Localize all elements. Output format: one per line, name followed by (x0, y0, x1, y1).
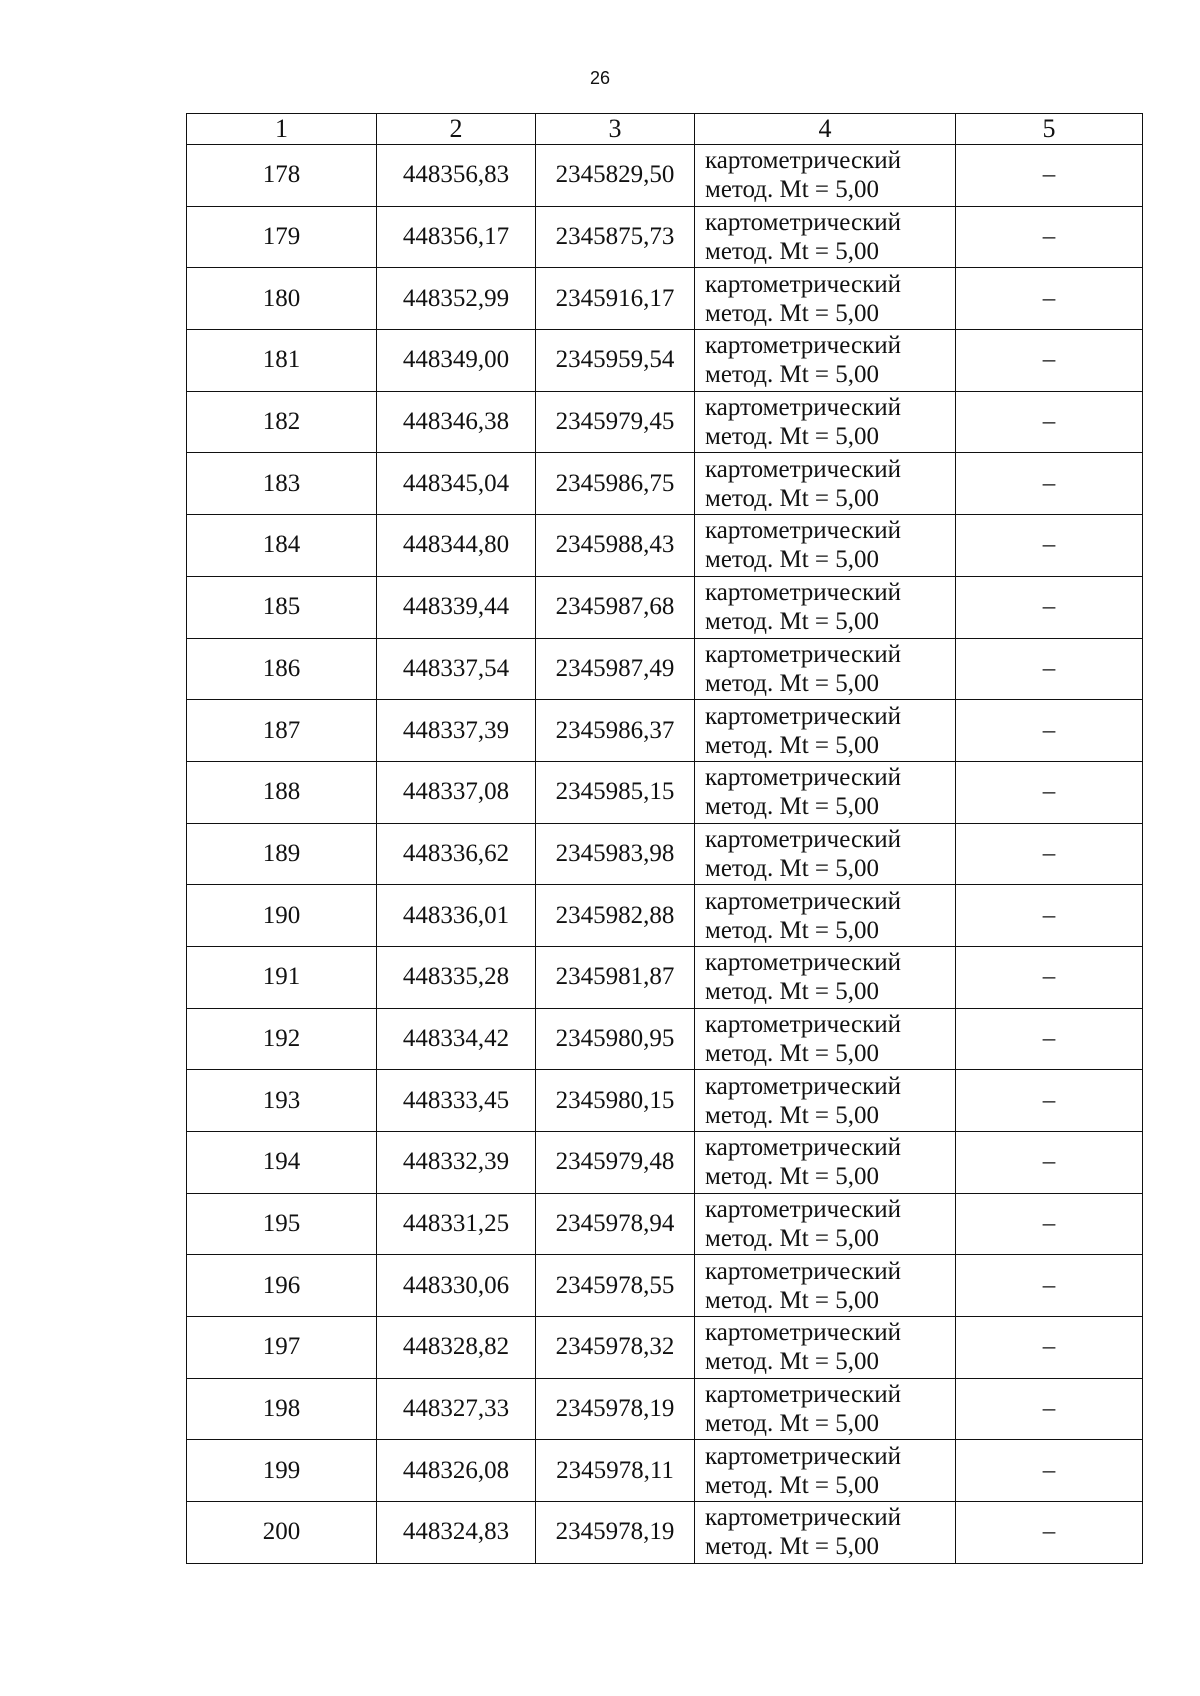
note-cell: – (956, 1378, 1143, 1440)
note-cell: – (956, 1317, 1143, 1379)
method-text-line: метод. Mt = 5,00 (705, 423, 880, 451)
x-coordinate-cell: 448334,42 (377, 1008, 536, 1070)
method-text-line: картометрический (705, 1442, 901, 1470)
method-text-line: метод. Mt = 5,00 (705, 793, 880, 821)
method-text-line: метод. Mt = 5,00 (705, 546, 880, 574)
note-cell: – (956, 515, 1143, 577)
point-number-cell: 198 (187, 1378, 377, 1440)
note-cell: – (956, 1255, 1143, 1317)
y-coordinate-cell: 2345981,87 (536, 946, 695, 1008)
note-cell: – (956, 1132, 1143, 1194)
method-text-line: метод. Mt = 5,00 (705, 1471, 880, 1499)
table-row (187, 1008, 1143, 1070)
note-cell: – (956, 391, 1143, 453)
y-coordinate-cell: 2345982,88 (536, 885, 695, 947)
method-text-line: картометрический (705, 209, 901, 237)
note-cell: – (956, 145, 1143, 207)
y-coordinate-cell: 2345986,75 (536, 453, 695, 515)
point-number-cell: 185 (187, 576, 377, 638)
table-row (187, 1440, 1143, 1502)
x-coordinate-cell: 448346,38 (377, 391, 536, 453)
x-coordinate-cell: 448356,83 (377, 145, 536, 207)
x-coordinate-cell: 448344,80 (377, 515, 536, 577)
point-number-cell: 180 (187, 268, 377, 330)
method-cell (695, 1255, 956, 1317)
method-text-line: метод. Mt = 5,00 (705, 669, 880, 697)
point-number-cell: 194 (187, 1132, 377, 1194)
y-coordinate-cell: 2345980,15 (536, 1070, 695, 1132)
point-number-cell: 178 (187, 145, 377, 207)
method-cell (695, 1193, 956, 1255)
point-number-cell: 196 (187, 1255, 377, 1317)
x-coordinate-cell: 448326,08 (377, 1440, 536, 1502)
method-cell (695, 1440, 956, 1502)
method-text-line: картометрический (705, 702, 901, 730)
table-body (187, 145, 1143, 1564)
method-text-line: картометрический (705, 1319, 901, 1347)
method-text-line: картометрический (705, 147, 901, 175)
method-text-line: картометрический (705, 949, 901, 977)
point-number-cell: 190 (187, 885, 377, 947)
point-number-cell: 199 (187, 1440, 377, 1502)
method-text-line: метод. Mt = 5,00 (705, 854, 880, 882)
point-number-cell: 191 (187, 946, 377, 1008)
point-number-cell: 186 (187, 638, 377, 700)
x-coordinate-cell: 448337,39 (377, 700, 536, 762)
method-cell (695, 1132, 956, 1194)
method-cell (695, 268, 956, 330)
method-cell (695, 1502, 956, 1564)
note-cell: – (956, 1008, 1143, 1070)
x-coordinate-cell: 448337,08 (377, 761, 536, 823)
table-row (187, 576, 1143, 638)
note-cell: – (956, 268, 1143, 330)
table-row (187, 206, 1143, 268)
note-cell: – (956, 761, 1143, 823)
table-row (187, 391, 1143, 453)
y-coordinate-cell: 2345978,32 (536, 1317, 695, 1379)
method-cell (695, 330, 956, 392)
method-text-line: картометрический (705, 640, 901, 668)
method-text-line: метод. Mt = 5,00 (705, 1410, 880, 1438)
note-cell: – (956, 1502, 1143, 1564)
y-coordinate-cell: 2345987,68 (536, 576, 695, 638)
y-coordinate-cell: 2345979,48 (536, 1132, 695, 1194)
method-text-line: метод. Mt = 5,00 (705, 299, 880, 327)
method-text-line: картометрический (705, 455, 901, 483)
method-text-line: картометрический (705, 1196, 901, 1224)
method-cell (695, 145, 956, 207)
method-text-line: картометрический (705, 1134, 901, 1162)
y-coordinate-cell: 2345983,98 (536, 823, 695, 885)
point-number-cell: 184 (187, 515, 377, 577)
x-coordinate-cell: 448337,54 (377, 638, 536, 700)
header-col-1: 1 (187, 114, 377, 145)
method-cell (695, 823, 956, 885)
point-number-cell: 182 (187, 391, 377, 453)
table-row (187, 823, 1143, 885)
table-row (187, 700, 1143, 762)
point-number-cell: 197 (187, 1317, 377, 1379)
y-coordinate-cell: 2345978,94 (536, 1193, 695, 1255)
method-text-line: метод. Mt = 5,00 (705, 608, 880, 636)
table-row (187, 1317, 1143, 1379)
note-cell: – (956, 206, 1143, 268)
table-row (187, 453, 1143, 515)
method-cell (695, 391, 956, 453)
method-text-line: картометрический (705, 1381, 901, 1409)
method-cell (695, 1008, 956, 1070)
method-text-line: картометрический (705, 1504, 901, 1532)
y-coordinate-cell: 2345875,73 (536, 206, 695, 268)
method-text-line: картометрический (705, 394, 901, 422)
x-coordinate-cell: 448352,99 (377, 268, 536, 330)
x-coordinate-cell: 448328,82 (377, 1317, 536, 1379)
method-text-line: картометрический (705, 517, 901, 545)
coordinates-table (186, 113, 1143, 1564)
table-row (187, 885, 1143, 947)
method-cell (695, 1317, 956, 1379)
table-row (187, 1502, 1143, 1564)
method-text-line: метод. Mt = 5,00 (705, 978, 880, 1006)
table-row (187, 1378, 1143, 1440)
table-row (187, 1132, 1143, 1194)
method-text-line: картометрический (705, 270, 901, 298)
x-coordinate-cell: 448330,06 (377, 1255, 536, 1317)
x-coordinate-cell: 448336,62 (377, 823, 536, 885)
method-text-line: метод. Mt = 5,00 (705, 1225, 880, 1253)
method-cell (695, 206, 956, 268)
point-number-cell: 181 (187, 330, 377, 392)
header-col-3: 3 (536, 114, 695, 145)
y-coordinate-cell: 2345829,50 (536, 145, 695, 207)
method-cell (695, 885, 956, 947)
point-number-cell: 193 (187, 1070, 377, 1132)
method-text-line: картометрический (705, 579, 901, 607)
method-cell (695, 453, 956, 515)
method-text-line: метод. Mt = 5,00 (705, 238, 880, 266)
note-cell: – (956, 1440, 1143, 1502)
method-text-line: метод. Mt = 5,00 (705, 731, 880, 759)
y-coordinate-cell: 2345959,54 (536, 330, 695, 392)
method-text-line: картометрический (705, 332, 901, 360)
y-coordinate-cell: 2345979,45 (536, 391, 695, 453)
y-coordinate-cell: 2345987,49 (536, 638, 695, 700)
header-col-2: 2 (377, 114, 536, 145)
page-number: 26 (589, 68, 611, 88)
method-cell (695, 761, 956, 823)
x-coordinate-cell: 448333,45 (377, 1070, 536, 1132)
method-cell (695, 576, 956, 638)
x-coordinate-cell: 448335,28 (377, 946, 536, 1008)
table-row (187, 761, 1143, 823)
table-row (187, 638, 1143, 700)
method-cell (695, 1070, 956, 1132)
note-cell: – (956, 823, 1143, 885)
method-text-line: метод. Mt = 5,00 (705, 176, 880, 204)
table-row (187, 330, 1143, 392)
x-coordinate-cell: 448324,83 (377, 1502, 536, 1564)
point-number-cell: 188 (187, 761, 377, 823)
table-row (187, 1070, 1143, 1132)
header-col-4: 4 (695, 114, 956, 145)
method-text-line: картометрический (705, 887, 901, 915)
table-row (187, 515, 1143, 577)
method-text-line: метод. Mt = 5,00 (705, 1039, 880, 1067)
method-text-line: метод. Mt = 5,00 (705, 1533, 880, 1561)
note-cell: – (956, 453, 1143, 515)
method-text-line: метод. Mt = 5,00 (705, 1101, 880, 1129)
x-coordinate-cell: 448356,17 (377, 206, 536, 268)
x-coordinate-cell: 448349,00 (377, 330, 536, 392)
point-number-cell: 200 (187, 1502, 377, 1564)
method-text-line: метод. Mt = 5,00 (705, 1348, 880, 1376)
method-text-line: метод. Mt = 5,00 (705, 361, 880, 389)
table-row (187, 1255, 1143, 1317)
note-cell: – (956, 576, 1143, 638)
y-coordinate-cell: 2345980,95 (536, 1008, 695, 1070)
method-text-line: метод. Mt = 5,00 (705, 1286, 880, 1314)
method-text-line: картометрический (705, 825, 901, 853)
method-text-line: метод. Mt = 5,00 (705, 484, 880, 512)
method-cell (695, 638, 956, 700)
point-number-cell: 189 (187, 823, 377, 885)
table-row (187, 268, 1143, 330)
note-cell: – (956, 700, 1143, 762)
table-row (187, 946, 1143, 1008)
note-cell: – (956, 638, 1143, 700)
method-cell (695, 515, 956, 577)
y-coordinate-cell: 2345978,55 (536, 1255, 695, 1317)
method-cell (695, 946, 956, 1008)
x-coordinate-cell: 448327,33 (377, 1378, 536, 1440)
method-text-line: картометрический (705, 1010, 901, 1038)
x-coordinate-cell: 448336,01 (377, 885, 536, 947)
table-header (187, 114, 1143, 145)
y-coordinate-cell: 2345978,19 (536, 1502, 695, 1564)
method-text-line: картометрический (705, 1072, 901, 1100)
x-coordinate-cell: 448331,25 (377, 1193, 536, 1255)
header-row (187, 114, 1143, 145)
table-row (187, 145, 1143, 207)
note-cell: – (956, 330, 1143, 392)
point-number-cell: 179 (187, 206, 377, 268)
y-coordinate-cell: 2345985,15 (536, 761, 695, 823)
note-cell: – (956, 1070, 1143, 1132)
method-text-line: метод. Mt = 5,00 (705, 916, 880, 944)
point-number-cell: 195 (187, 1193, 377, 1255)
point-number-cell: 187 (187, 700, 377, 762)
point-number-cell: 192 (187, 1008, 377, 1070)
note-cell: – (956, 885, 1143, 947)
x-coordinate-cell: 448345,04 (377, 453, 536, 515)
method-text-line: картометрический (705, 1257, 901, 1285)
header-col-5: 5 (956, 114, 1143, 145)
x-coordinate-cell: 448332,39 (377, 1132, 536, 1194)
note-cell: – (956, 1193, 1143, 1255)
x-coordinate-cell: 448339,44 (377, 576, 536, 638)
method-cell (695, 700, 956, 762)
table-row (187, 1193, 1143, 1255)
y-coordinate-cell: 2345978,11 (536, 1440, 695, 1502)
point-number-cell: 183 (187, 453, 377, 515)
method-cell (695, 1378, 956, 1440)
y-coordinate-cell: 2345988,43 (536, 515, 695, 577)
y-coordinate-cell: 2345986,37 (536, 700, 695, 762)
method-text-line: картометрический (705, 764, 901, 792)
y-coordinate-cell: 2345978,19 (536, 1378, 695, 1440)
note-cell: – (956, 946, 1143, 1008)
method-text-line: метод. Mt = 5,00 (705, 1163, 880, 1191)
y-coordinate-cell: 2345916,17 (536, 268, 695, 330)
